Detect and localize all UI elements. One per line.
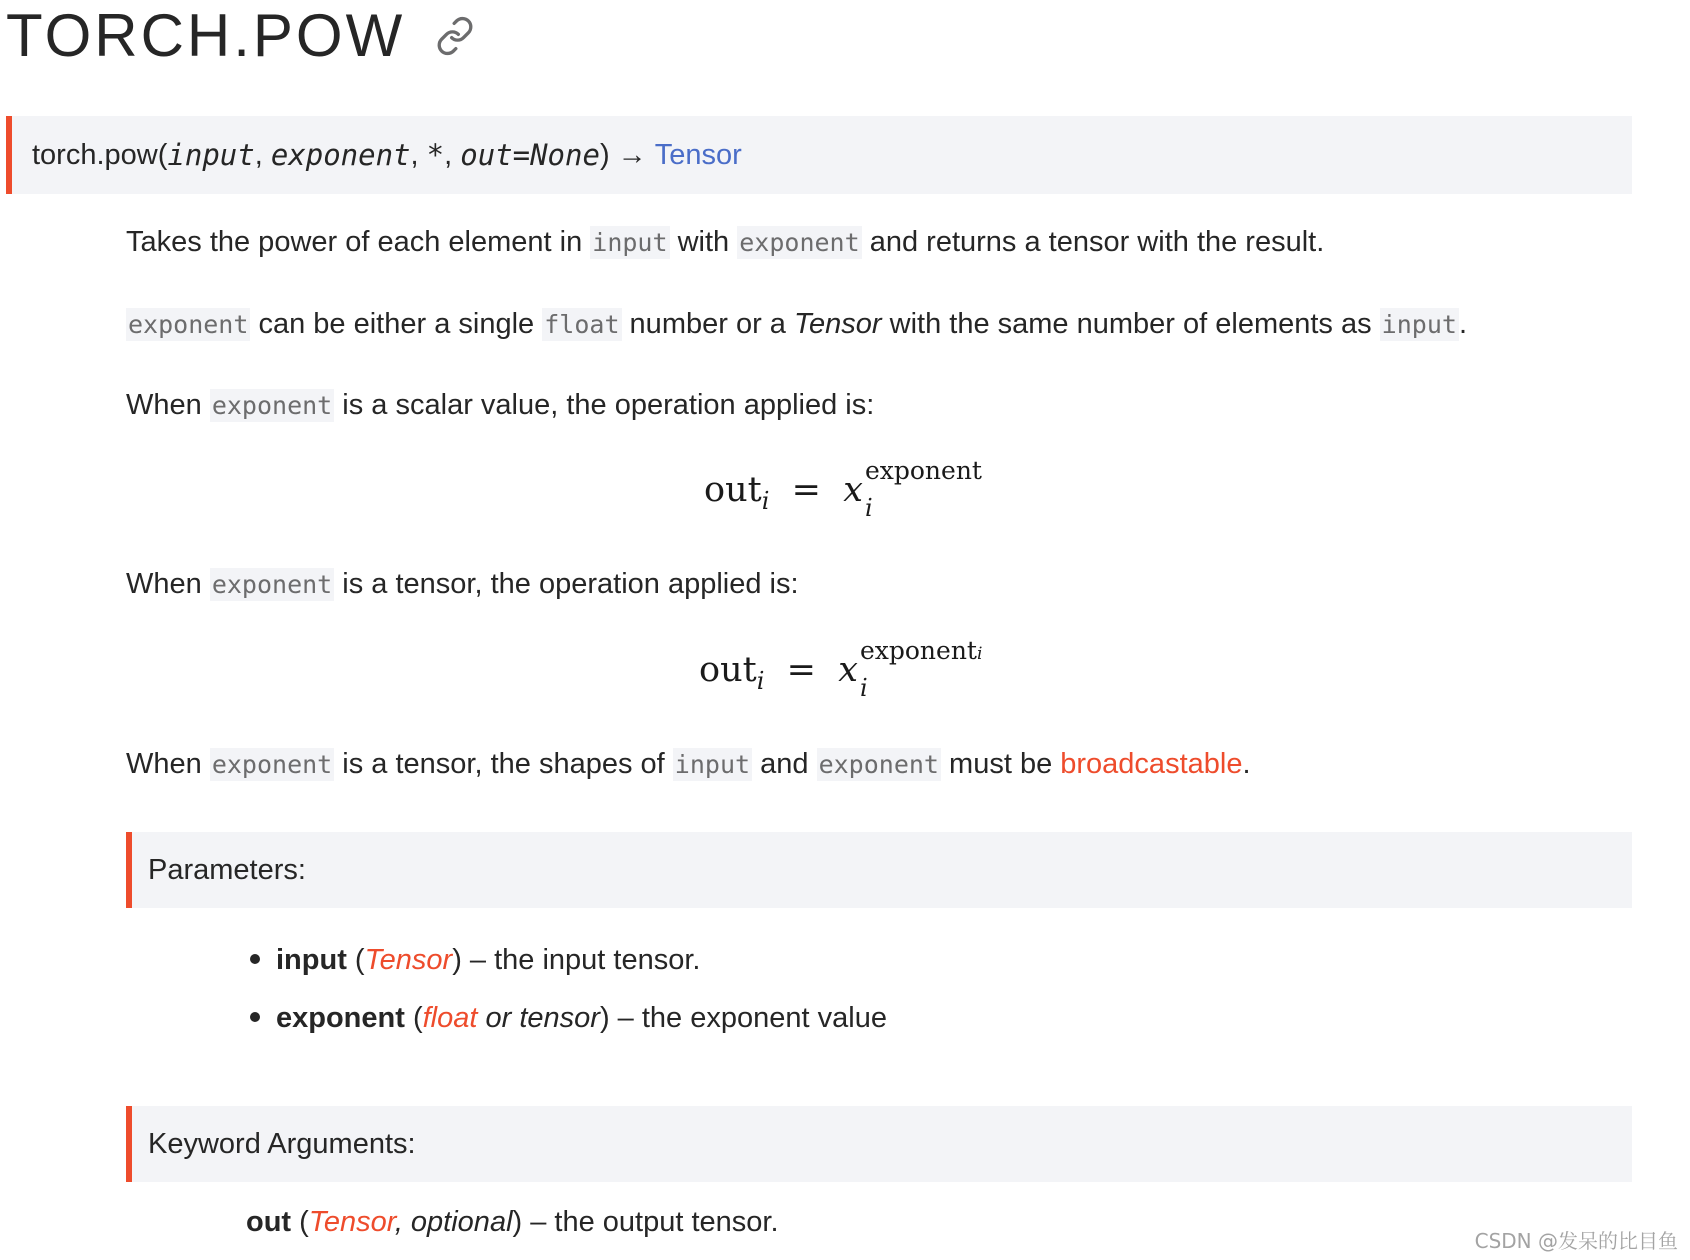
eq-sign: = <box>791 470 821 510</box>
inline-code: exponent <box>211 750 333 779</box>
parameters-heading <box>126 832 1632 908</box>
signature-arrow: → <box>617 138 647 171</box>
text: ( <box>346 944 365 976</box>
signature-return-type-link[interactable]: Tensor <box>654 138 742 171</box>
inline-code: input <box>1381 310 1457 339</box>
param-type-link[interactable]: Tensor <box>364 944 453 976</box>
param-type-link[interactable]: float <box>422 1002 478 1034</box>
emphasis: Tensor <box>793 308 882 340</box>
eq-lhs: out <box>704 470 762 510</box>
text: ( <box>404 1002 423 1034</box>
param-name: exponent <box>276 1002 405 1034</box>
text: can be either a single <box>250 308 543 340</box>
signature-open-paren: ( <box>157 138 168 171</box>
text: and <box>752 748 817 780</box>
list-item <box>276 940 887 998</box>
inline-code: float <box>544 310 620 339</box>
param-desc: – the exponent value <box>609 1002 887 1034</box>
text: . <box>1242 748 1251 780</box>
text: When <box>126 568 210 600</box>
exponent-type-paragraph <box>126 304 1467 345</box>
param-type-link[interactable]: Tensor <box>308 1206 395 1238</box>
text: . <box>1458 308 1467 340</box>
text: ) <box>512 1206 523 1238</box>
eq-superscript-text: exponent <box>859 636 977 665</box>
text: is a tensor, the shapes of <box>334 748 673 780</box>
text: ) <box>452 944 462 976</box>
text: ( <box>291 1206 309 1238</box>
title-row <box>6 0 475 72</box>
parameters-heading-label: Parameters: <box>148 853 306 886</box>
eq-superscript <box>860 636 982 665</box>
inline-code: input <box>674 750 751 779</box>
text: ) <box>599 1002 610 1034</box>
eq-base: x <box>843 470 863 510</box>
equation-tensor <box>699 636 983 702</box>
signature-star: * <box>426 138 445 172</box>
signature-arg-input: input <box>167 138 255 172</box>
param-type-rest: or tensor <box>477 1002 600 1034</box>
text: is a tensor, the operation applied is: <box>334 568 799 600</box>
tensor-case-paragraph <box>126 564 799 605</box>
text: number or a <box>621 308 794 340</box>
text: must be <box>940 748 1061 780</box>
text: When <box>126 389 210 421</box>
broadcast-paragraph <box>126 744 1251 785</box>
text: Takes the power of each element in <box>126 226 591 258</box>
eq-lhs: out <box>699 650 757 690</box>
function-signature: torch.pow ( input , exponent , * , out=None ) → Tensor <box>6 116 1632 194</box>
param-desc: – the output tensor. <box>522 1206 779 1238</box>
param-type-rest: , optional <box>394 1206 513 1238</box>
keyword-argument-out <box>246 1202 779 1242</box>
inline-code: input <box>592 228 668 257</box>
inline-code: exponent <box>211 570 333 599</box>
parameters-list <box>276 940 887 1056</box>
signature-close-paren: ) <box>599 138 610 171</box>
inline-code: exponent <box>211 391 333 420</box>
list-item <box>276 998 887 1056</box>
text: and returns a tensor with the result. <box>861 226 1325 258</box>
inline-code: exponent <box>818 750 939 779</box>
inline-code: exponent <box>128 310 249 339</box>
signature-kwarg-out: out=None <box>460 138 600 172</box>
keyword-arguments-heading-label: Keyword Arguments: <box>148 1127 416 1160</box>
eq-lhs-sub: i <box>761 487 770 515</box>
permalink-icon[interactable] <box>435 16 475 56</box>
eq-lhs-sub: i <box>756 667 765 695</box>
scalar-case-paragraph <box>126 385 874 426</box>
param-desc: – the input tensor. <box>461 944 701 976</box>
text: with <box>669 226 738 258</box>
keyword-arguments-heading <box>126 1106 1632 1182</box>
page-title: TORCH.POW <box>6 2 406 69</box>
eq-superscript-sub: i <box>976 644 983 664</box>
param-name: input <box>276 944 347 976</box>
broadcastable-link[interactable]: broadcastable <box>1060 748 1243 780</box>
eq-subscript: i <box>859 674 868 702</box>
signature-fn-name: torch.pow <box>32 138 158 171</box>
param-name: out <box>246 1206 292 1238</box>
text: with the same number of elements as <box>881 308 1380 340</box>
text: When <box>126 748 210 780</box>
eq-base: x <box>838 650 858 690</box>
inline-code: exponent <box>739 228 860 257</box>
eq-subscript: i <box>864 494 873 522</box>
eq-sign: = <box>786 650 816 690</box>
text: is a scalar value, the operation applied is: <box>334 389 875 421</box>
description-paragraph <box>126 222 1324 263</box>
equation-scalar <box>704 456 983 522</box>
signature-arg-exponent: exponent <box>270 138 411 172</box>
watermark: CSDN @发呆的比目鱼 <box>1474 1229 1678 1253</box>
eq-superscript: exponent <box>864 456 982 485</box>
